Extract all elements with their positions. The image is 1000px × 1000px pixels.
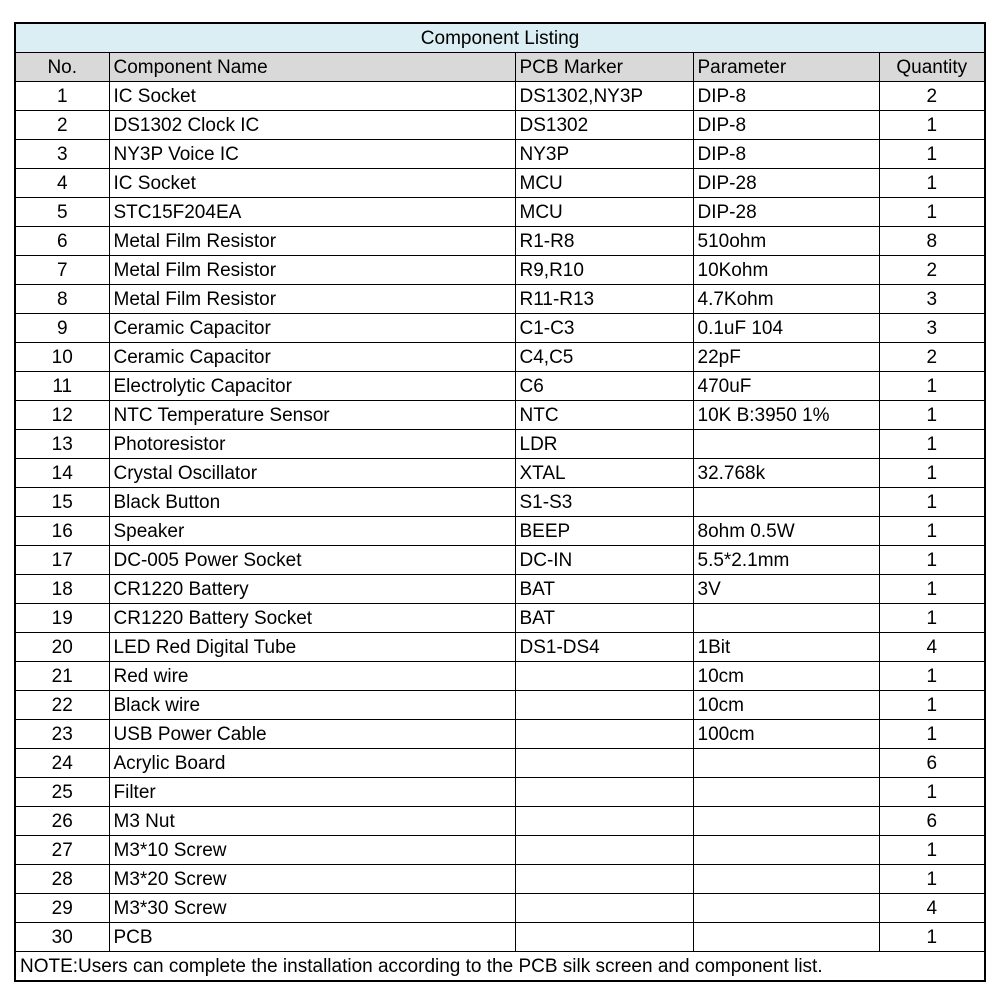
cell-no: 21 [15,662,109,691]
cell-marker [515,662,693,691]
column-header-name: Component Name [109,53,515,82]
cell-parameter [693,894,879,923]
cell-quantity: 1 [879,459,985,488]
cell-no: 27 [15,836,109,865]
cell-quantity: 1 [879,488,985,517]
cell-marker: C6 [515,372,693,401]
cell-no: 18 [15,575,109,604]
cell-no: 5 [15,198,109,227]
cell-no: 19 [15,604,109,633]
table-row [15,836,985,865]
cell-marker: C4,C5 [515,343,693,372]
cell-quantity: 1 [879,430,985,459]
cell-marker: R1-R8 [515,227,693,256]
cell-marker: MCU [515,198,693,227]
cell-name: Filter [109,778,515,807]
note-text: NOTE:Users can complete the installation according to the PCB silk screen and component list. [15,952,985,982]
cell-quantity: 4 [879,633,985,662]
cell-no: 20 [15,633,109,662]
cell-quantity: 1 [879,604,985,633]
cell-marker: DS1302,NY3P [515,82,693,111]
cell-name: Black wire [109,691,515,720]
cell-marker: BAT [515,604,693,633]
cell-quantity: 1 [879,198,985,227]
cell-quantity: 1 [879,720,985,749]
cell-quantity: 1 [879,111,985,140]
cell-parameter [693,488,879,517]
cell-parameter [693,430,879,459]
table-title-row [15,23,985,53]
cell-name: Black Button [109,488,515,517]
table-row [15,749,985,778]
cell-quantity: 3 [879,285,985,314]
cell-marker [515,807,693,836]
cell-parameter [693,604,879,633]
cell-no: 2 [15,111,109,140]
table-row [15,488,985,517]
cell-parameter: 10cm [693,662,879,691]
cell-no: 9 [15,314,109,343]
cell-parameter [693,778,879,807]
cell-marker [515,720,693,749]
table-row [15,575,985,604]
cell-quantity: 4 [879,894,985,923]
table-row [15,82,985,111]
cell-marker: NTC [515,401,693,430]
cell-name: IC Socket [109,82,515,111]
cell-name: M3*10 Screw [109,836,515,865]
cell-quantity: 1 [879,865,985,894]
cell-parameter [693,923,879,952]
cell-no: 24 [15,749,109,778]
table-row [15,256,985,285]
cell-quantity: 1 [879,778,985,807]
cell-marker: LDR [515,430,693,459]
cell-name: M3*20 Screw [109,865,515,894]
cell-marker: XTAL [515,459,693,488]
cell-parameter [693,749,879,778]
cell-quantity: 1 [879,923,985,952]
cell-no: 1 [15,82,109,111]
cell-quantity: 3 [879,314,985,343]
cell-quantity: 2 [879,343,985,372]
table-row [15,111,985,140]
cell-no: 22 [15,691,109,720]
cell-parameter: 3V [693,575,879,604]
table-header-row [15,53,985,82]
cell-no: 26 [15,807,109,836]
cell-marker: DS1-DS4 [515,633,693,662]
table-title: Component Listing [15,23,985,53]
cell-parameter: DIP-8 [693,82,879,111]
cell-parameter: 10Kohm [693,256,879,285]
cell-quantity: 6 [879,749,985,778]
cell-parameter: DIP-8 [693,111,879,140]
table-row [15,169,985,198]
cell-marker: R11-R13 [515,285,693,314]
cell-no: 16 [15,517,109,546]
cell-quantity: 1 [879,401,985,430]
cell-name: IC Socket [109,169,515,198]
table-row [15,227,985,256]
cell-marker [515,836,693,865]
cell-no: 29 [15,894,109,923]
cell-parameter: 4.7Kohm [693,285,879,314]
cell-quantity: 1 [879,546,985,575]
table-row [15,459,985,488]
cell-marker [515,778,693,807]
cell-no: 14 [15,459,109,488]
table-row [15,546,985,575]
cell-name: DC-005 Power Socket [109,546,515,575]
cell-no: 28 [15,865,109,894]
table-row [15,662,985,691]
table-row [15,865,985,894]
cell-marker: NY3P [515,140,693,169]
table-row [15,894,985,923]
cell-name: Photoresistor [109,430,515,459]
cell-quantity: 8 [879,227,985,256]
component-listing-table [14,22,986,982]
cell-quantity: 2 [879,256,985,285]
cell-marker: DC-IN [515,546,693,575]
table-row [15,285,985,314]
cell-quantity: 1 [879,575,985,604]
cell-parameter [693,807,879,836]
cell-no: 15 [15,488,109,517]
cell-name: Ceramic Capacitor [109,343,515,372]
cell-marker: C1-C3 [515,314,693,343]
cell-name: Crystal Oscillator [109,459,515,488]
cell-parameter: 5.5*2.1mm [693,546,879,575]
cell-quantity: 1 [879,691,985,720]
cell-name: STC15F204EA [109,198,515,227]
cell-parameter: 470uF [693,372,879,401]
table-row [15,140,985,169]
cell-no: 23 [15,720,109,749]
cell-parameter: 0.1uF 104 [693,314,879,343]
cell-name: Speaker [109,517,515,546]
cell-quantity: 6 [879,807,985,836]
cell-no: 7 [15,256,109,285]
cell-no: 12 [15,401,109,430]
cell-no: 17 [15,546,109,575]
cell-marker [515,691,693,720]
cell-name: LED Red Digital Tube [109,633,515,662]
cell-no: 3 [15,140,109,169]
cell-quantity: 1 [879,169,985,198]
cell-marker: MCU [515,169,693,198]
cell-parameter [693,865,879,894]
table-row [15,401,985,430]
cell-name: M3*30 Screw [109,894,515,923]
cell-marker: S1-S3 [515,488,693,517]
cell-name: Acrylic Board [109,749,515,778]
cell-marker [515,923,693,952]
cell-no: 10 [15,343,109,372]
cell-name: NTC Temperature Sensor [109,401,515,430]
cell-parameter [693,836,879,865]
table-row [15,372,985,401]
table-row [15,604,985,633]
cell-no: 6 [15,227,109,256]
table-row [15,633,985,662]
cell-parameter: DIP-28 [693,169,879,198]
cell-name: Metal Film Resistor [109,285,515,314]
cell-name: CR1220 Battery Socket [109,604,515,633]
table-row [15,778,985,807]
table-row [15,923,985,952]
cell-parameter: 100cm [693,720,879,749]
cell-name: Metal Film Resistor [109,256,515,285]
cell-quantity: 1 [879,836,985,865]
table-row [15,720,985,749]
table-row [15,343,985,372]
cell-parameter: 8ohm 0.5W [693,517,879,546]
cell-parameter: DIP-28 [693,198,879,227]
cell-name: Electrolytic Capacitor [109,372,515,401]
cell-name: Ceramic Capacitor [109,314,515,343]
cell-name: NY3P Voice IC [109,140,515,169]
table-row [15,807,985,836]
cell-marker: BEEP [515,517,693,546]
table-row [15,691,985,720]
cell-marker [515,749,693,778]
column-header-quantity: Quantity [879,53,985,82]
cell-quantity: 1 [879,662,985,691]
cell-parameter: 10K B:3950 1% [693,401,879,430]
cell-parameter: 22pF [693,343,879,372]
cell-name: DS1302 Clock IC [109,111,515,140]
cell-name: Red wire [109,662,515,691]
cell-quantity: 1 [879,517,985,546]
table-row [15,430,985,459]
cell-parameter: 32.768k [693,459,879,488]
cell-marker [515,865,693,894]
cell-name: USB Power Cable [109,720,515,749]
cell-marker: R9,R10 [515,256,693,285]
cell-no: 4 [15,169,109,198]
cell-quantity: 1 [879,372,985,401]
cell-marker: DS1302 [515,111,693,140]
note-row [15,952,985,982]
cell-quantity: 1 [879,140,985,169]
cell-no: 30 [15,923,109,952]
column-header-no: No. [15,53,109,82]
table-row [15,198,985,227]
table-row [15,517,985,546]
cell-parameter: 10cm [693,691,879,720]
cell-parameter: 510ohm [693,227,879,256]
cell-marker: BAT [515,575,693,604]
cell-no: 8 [15,285,109,314]
table-row [15,314,985,343]
cell-name: PCB [109,923,515,952]
cell-name: CR1220 Battery [109,575,515,604]
table-body [15,82,985,952]
cell-name: Metal Film Resistor [109,227,515,256]
cell-no: 25 [15,778,109,807]
cell-parameter: DIP-8 [693,140,879,169]
cell-no: 13 [15,430,109,459]
cell-marker [515,894,693,923]
cell-parameter: 1Bit [693,633,879,662]
column-header-marker: PCB Marker [515,53,693,82]
cell-name: M3 Nut [109,807,515,836]
cell-no: 11 [15,372,109,401]
column-header-parameter: Parameter [693,53,879,82]
cell-quantity: 2 [879,82,985,111]
